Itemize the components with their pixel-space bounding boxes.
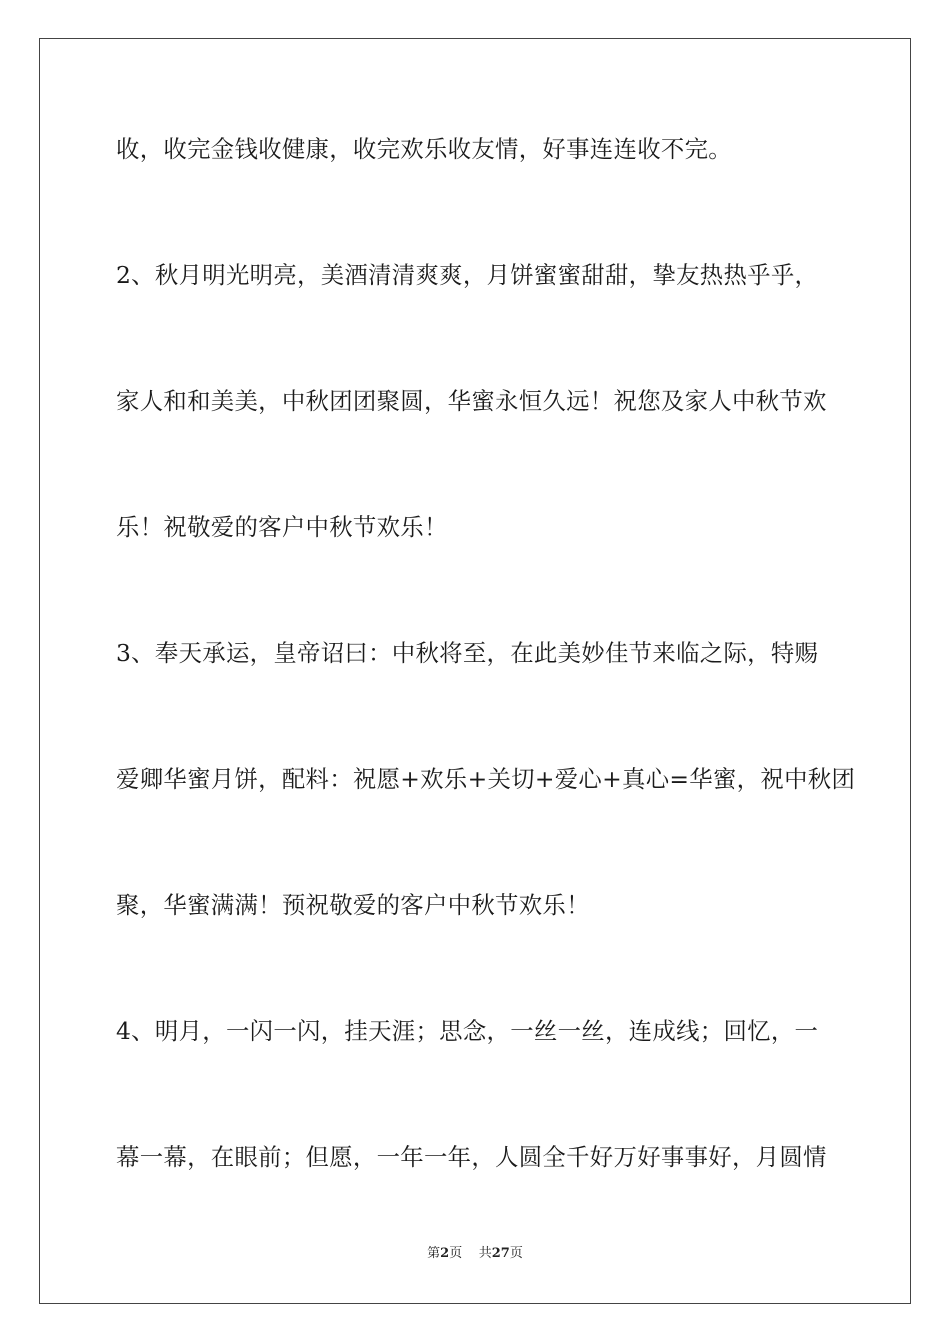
footer-total-pages: 27 [491,1246,510,1261]
text-line-1: 收，收完金钱收健康，收完欢乐收友情，好事连连收不完。 [116,135,732,163]
text-line-8: 4、明月，一闪一闪，挂天涯；思念，一丝一丝，连成线；回忆，一 [116,1017,819,1045]
text-line-9: 幕一幕，在眼前；但愿，一年一年，人圆全千好万好事事好，月圆情 [116,1143,827,1171]
footer-page-number: 2 [440,1246,450,1261]
text-line-6: 爱卿华蜜月饼，配料：祝愿+欢乐+关切+爱心+真心=华蜜，祝中秋团 [116,765,856,793]
footer-total-unit: 页 [509,1246,523,1261]
text-line-2: 2、秋月明光明亮，美酒清清爽爽，月饼蜜蜜甜甜，挚友热热乎乎， [116,261,819,289]
page-border [39,38,911,1304]
text-line-7: 聚，华蜜满满！预祝敬爱的客户中秋节欢乐！ [116,891,590,919]
text-line-4: 乐！祝敬爱的客户中秋节欢乐！ [116,513,448,541]
page-footer [0,1245,950,1263]
text-line-5: 3、奉天承运，皇帝诏曰：中秋将至，在此美妙佳节来临之际，特赐 [116,639,819,667]
footer-page-prefix: 第 [427,1246,441,1261]
text-line-3: 家人和和美美，中秋团团聚圆，华蜜永恒久远！祝您及家人中秋节欢 [116,387,827,415]
footer-total-prefix: 共 [478,1246,492,1261]
footer-page-unit: 页 [449,1246,463,1261]
